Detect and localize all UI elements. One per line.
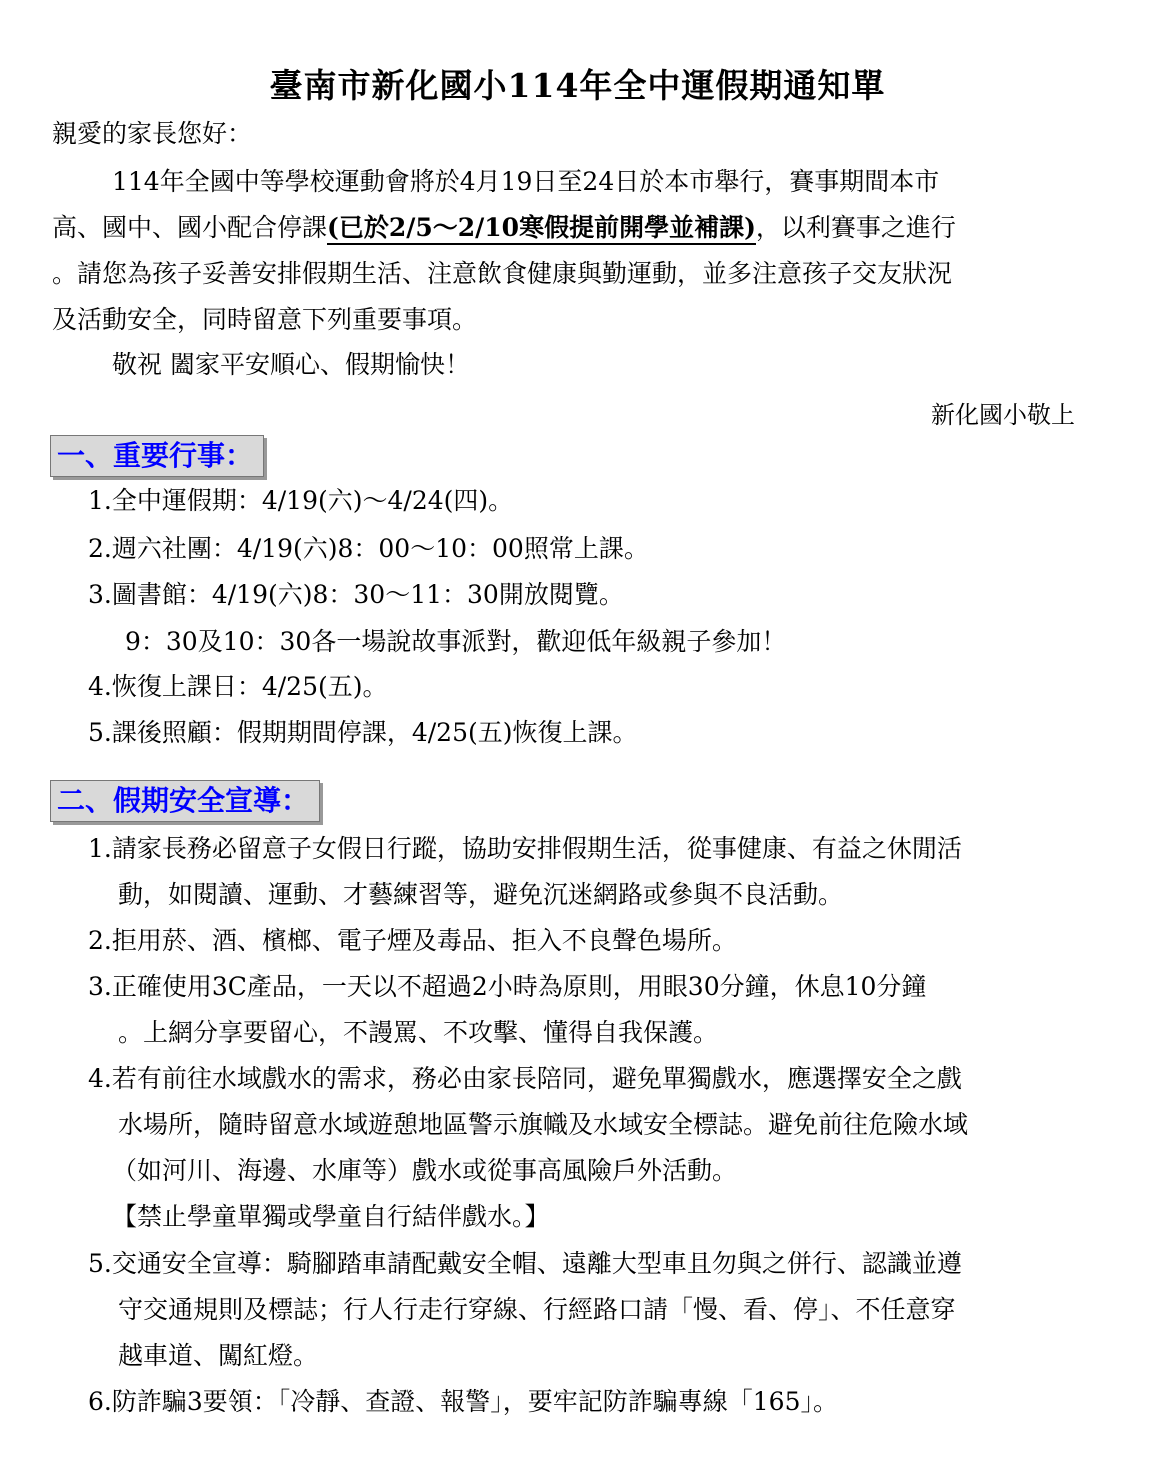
event-item: 3.圖書館：4/19(六)8：30～11：30開放閱覽。 bbox=[88, 580, 624, 609]
blessing: 敬祝 闔家平安順心、假期愉快！ bbox=[112, 350, 470, 379]
safety-line: 6.防詐騙3要領：「冷靜、查證、報警」，要牢記防詐騙專線「165」。 bbox=[88, 1387, 838, 1416]
safety-line: 動，如閱讀、運動、才藝練習等，避免沉迷網路或參與不良活動。 bbox=[118, 880, 844, 909]
intro-line-4: 及活動安全，同時留意下列重要事項。 bbox=[52, 305, 478, 334]
greeting: 親愛的家長您好： bbox=[52, 119, 253, 148]
signature: 新化國小敬上 bbox=[931, 401, 1075, 429]
section-heading-important-events: 一、重要行事： bbox=[50, 435, 264, 477]
safety-line: 。上網分享要留心，不謾罵、不攻擊、懂得自我保護。 bbox=[118, 1018, 719, 1047]
page-title: 臺南市新化國小114年全中運假期通知單 bbox=[269, 66, 886, 105]
section-heading-safety: 二、假期安全宣導： bbox=[50, 780, 320, 822]
safety-line: 4.若有前往水域戲水的需求，務必由家長陪同，避免單獨戲水，應選擇安全之戲 bbox=[88, 1064, 962, 1093]
event-item: 5.課後照顧：假期期間停課，4/25(五)恢復上課。 bbox=[88, 718, 638, 747]
safety-warning: 【禁止學童單獨或學童自行結伴戲水。】 bbox=[112, 1202, 550, 1231]
intro-line-2-post: ，以利賽事之進行 bbox=[755, 213, 956, 242]
makeup-class-note: (已於2/5～2/10寒假提前開學並補課) bbox=[327, 213, 756, 245]
safety-line: 越車道、闖紅燈。 bbox=[118, 1341, 319, 1370]
safety-line: 1.請家長務必留意子女假日行蹤，協助安排假期生活，從事健康、有益之休閒活 bbox=[88, 834, 962, 863]
safety-line: 水場所，隨時留意水域遊憩地區警示旗幟及水域安全標誌。避免前往危險水域 bbox=[118, 1110, 969, 1139]
intro-line-1: 114年全國中等學校運動會將於4月19日至24日於本市舉行，賽事期間本市 bbox=[112, 167, 940, 196]
safety-line: 2.拒用菸、酒、檳榔、電子煙及毒品、拒入不良聲色場所。 bbox=[88, 926, 737, 955]
safety-line: 3.正確使用3C產品，一天以不超過2小時為原則，用眼30分鐘，休息10分鐘 bbox=[88, 972, 927, 1001]
safety-line: 5.交通安全宣導：騎腳踏車請配戴安全帽、遠離大型車且勿與之併行、認識並遵 bbox=[88, 1249, 962, 1278]
event-item: 4.恢復上課日：4/25(五)。 bbox=[88, 672, 388, 701]
intro-line-2-pre: 高、國中、國小配合停課 bbox=[52, 213, 328, 242]
event-item: 1.全中運假期：4/19(六)～4/24(四)。 bbox=[88, 486, 514, 515]
safety-line: （如河川、海邊、水庫等）戲水或從事高風險戶外活動。 bbox=[112, 1156, 738, 1185]
intro-line-2 bbox=[52, 212, 956, 244]
safety-line: 守交通規則及標誌；行人行走行穿線、行經路口請「慢、看、停」、不任意穿 bbox=[118, 1295, 956, 1324]
event-item-continuation: 9：30及10：30各一場說故事派對，歡迎低年級親子參加！ bbox=[125, 627, 787, 656]
event-item: 2.週六社團：4/19(六)8：00～10：00照常上課。 bbox=[88, 534, 649, 563]
intro-line-3: 。請您為孩子妥善安排假期生活、注意飲食健康與勤運動，並多注意孩子交友狀況 bbox=[52, 259, 953, 288]
